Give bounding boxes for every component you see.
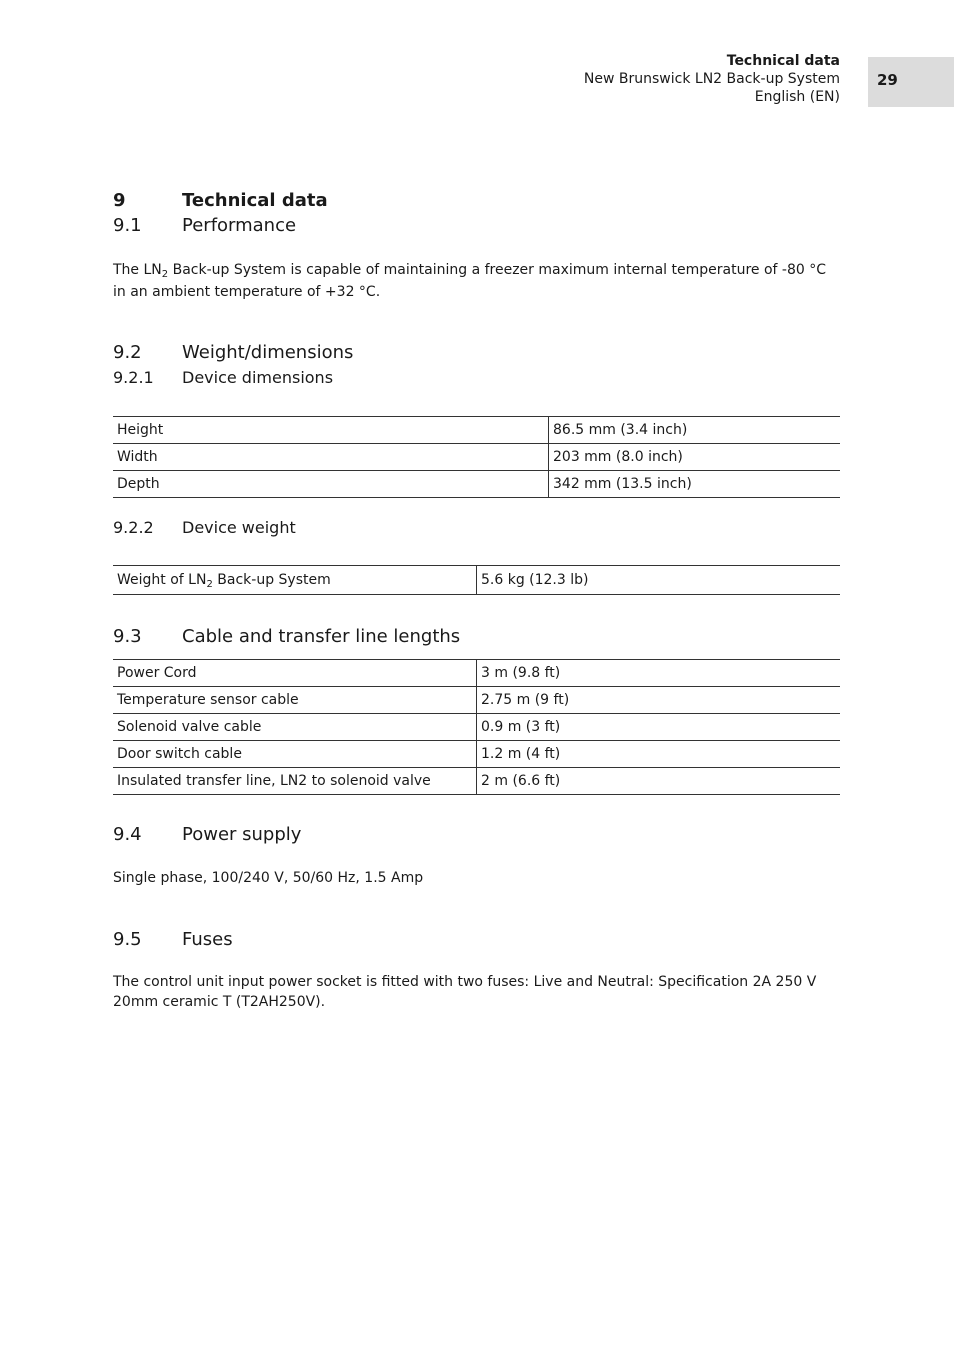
chapter-title: Technical data — [182, 190, 328, 211]
row-value: 3 m (9.8 ft) — [477, 660, 841, 687]
dimensions-table — [113, 416, 840, 498]
table-row — [113, 566, 840, 595]
section-title: Performance — [182, 215, 297, 236]
header-product-name: New Brunswick LN2 Back-up System — [583, 71, 840, 87]
section-number: 9.5 — [113, 929, 142, 950]
section-title: Weight/dimensions — [182, 342, 354, 363]
row-value: 0.9 m (3 ft) — [477, 714, 841, 741]
table-row — [113, 471, 840, 498]
fuses-paragraph: The control unit input power socket is fitted with two fuses: Live and Neutral: Specification 2A 250 V 20mm ceramic T (T2AH250V). — [113, 974, 817, 1010]
row-label: Depth — [113, 471, 549, 498]
performance-text-start: The LN — [113, 262, 162, 278]
running-header — [584, 52, 840, 106]
section-title: Cable and transfer line lengths — [182, 626, 461, 647]
row-value: 2 m (6.6 ft) — [477, 768, 841, 795]
section-title: Fuses — [182, 929, 233, 950]
row-value: 2.75 m (9 ft) — [477, 687, 841, 714]
table-row — [113, 687, 840, 714]
row-label: Temperature sensor cable — [113, 687, 477, 714]
row-label: Width — [113, 444, 549, 471]
row-label — [113, 566, 477, 595]
weight-label-start: Weight of LN — [117, 572, 207, 588]
table-row — [113, 768, 840, 795]
weight-label-end: Back-up System — [212, 572, 331, 588]
row-label: Door switch cable — [113, 741, 477, 768]
section-title: Power supply — [182, 824, 302, 845]
performance-subscript: 2 — [161, 269, 169, 280]
table-row — [113, 417, 840, 444]
row-value: 86.5 mm (3.4 inch) — [549, 417, 841, 444]
row-label: Solenoid valve cable — [113, 714, 477, 741]
weight-label-subscript: 2 — [206, 579, 213, 590]
subsection-title: Device weight — [182, 518, 296, 537]
chapter-number: 9 — [113, 190, 126, 211]
table-row — [113, 741, 840, 768]
table-row — [113, 660, 840, 687]
section-number: 9.2 — [113, 342, 142, 363]
section-number: 9.3 — [113, 626, 142, 647]
subsection-title: Device dimensions — [182, 368, 334, 387]
cable-lengths-table — [113, 659, 840, 795]
row-label: Insulated transfer line, LN2 to solenoid valve — [113, 768, 477, 795]
row-value: 203 mm (8.0 inch) — [549, 444, 841, 471]
table-row — [113, 444, 840, 471]
page-number: 29 — [868, 57, 954, 107]
header-language: English (EN) — [754, 89, 840, 105]
subsection-number: 9.2.1 — [113, 368, 154, 387]
performance-paragraph — [113, 259, 843, 303]
row-value: 1.2 m (4 ft) — [477, 741, 841, 768]
section-number: 9.1 — [113, 215, 142, 236]
performance-text-end: Back-up System is capable of maintaining a freezer maximum internal temperature of -80 °C in an ambient temperature of +32 °C. — [113, 262, 827, 300]
section-number: 9.4 — [113, 824, 142, 845]
row-value: 342 mm (13.5 inch) — [549, 471, 841, 498]
weight-table — [113, 565, 840, 595]
row-value: 5.6 kg (12.3 lb) — [477, 566, 841, 595]
subsection-number: 9.2.2 — [113, 518, 154, 537]
power-supply-paragraph: Single phase, 100/240 V, 50/60 Hz, 1.5 Amp — [113, 870, 424, 886]
header-section-title: Technical data — [726, 53, 840, 69]
row-label: Power Cord — [113, 660, 477, 687]
row-label: Height — [113, 417, 549, 444]
table-row — [113, 714, 840, 741]
